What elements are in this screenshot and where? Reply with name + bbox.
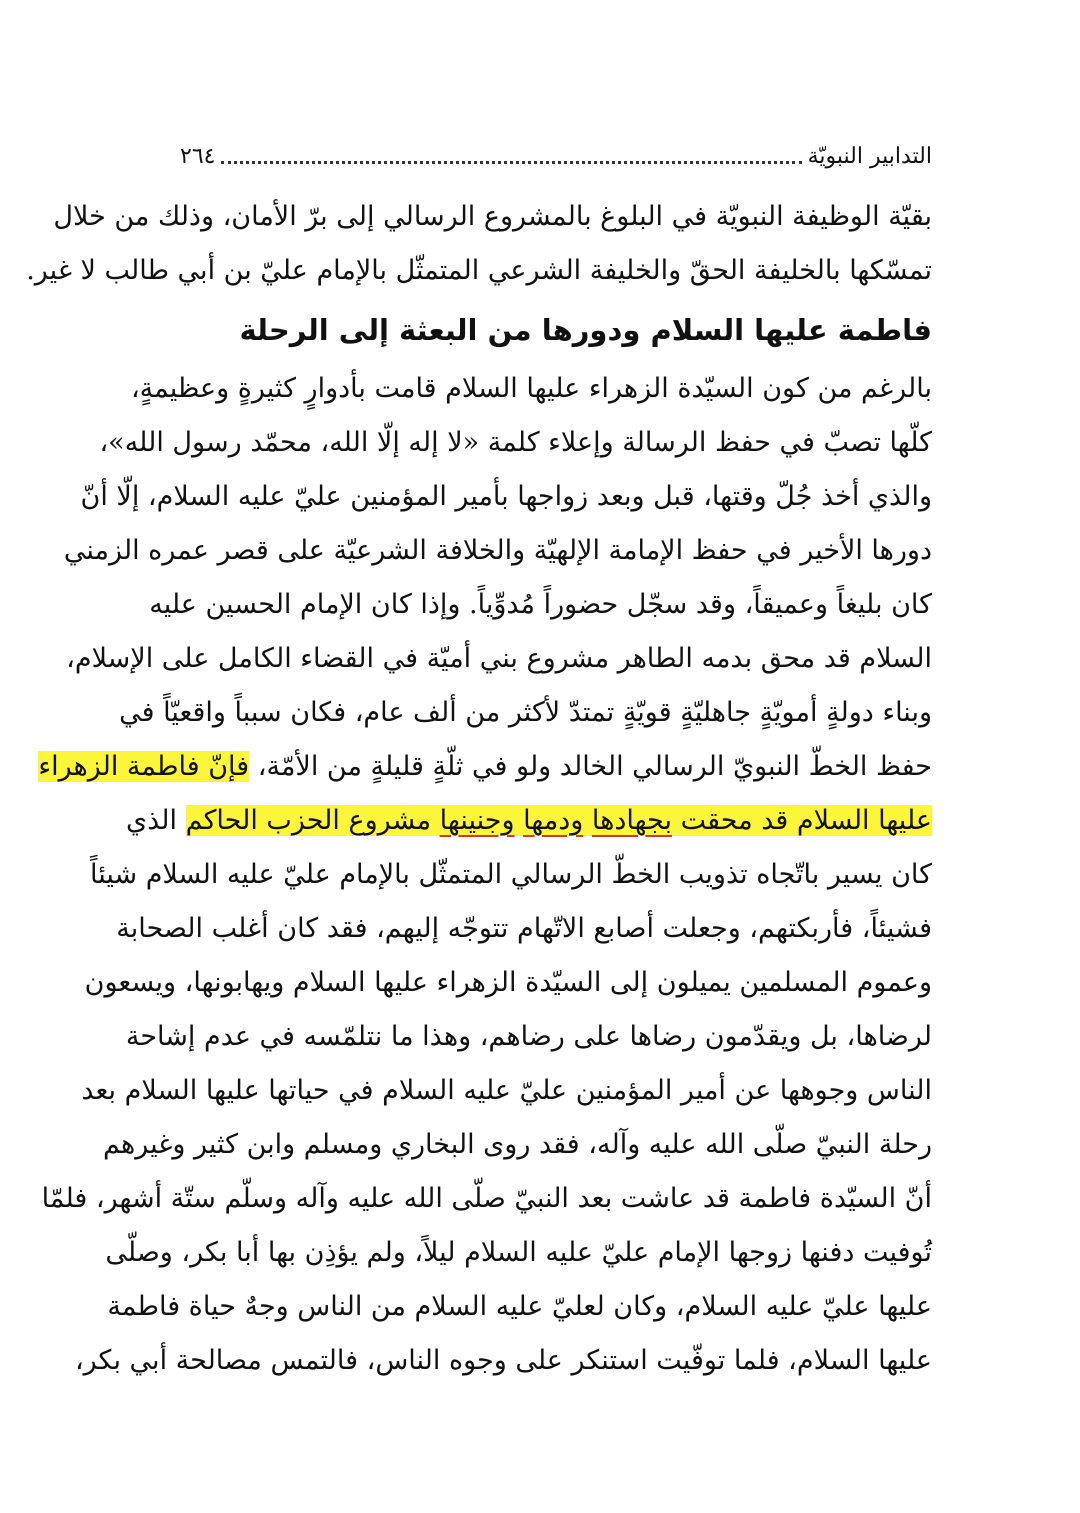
paragraph-line: عليها عليّ عليه السلام، وكان لعليّ عليه السلام من الناس وجهٌ حياة فاطمة — [107, 1291, 932, 1322]
line-segment: مشروع الحزب الحاكم — [185, 805, 432, 836]
paragraph-line: رحلة النبيّ صلّى الله عليه وآله، فقد روى البخاري ومسلم وابن كثير وغيرهم — [102, 1129, 932, 1160]
section-heading: فاطمة عليها السلام ودورها من البعثة إلى الرحلة — [239, 313, 932, 347]
paragraph-line: وبناء دولةٍ أمويّةٍ جاهليّةٍ قويّةٍ تمتدّ لأكثر من ألف عام، فكان سبباً واقعيّاً في — [119, 697, 932, 728]
paragraph-line: وعموم المسلمين يميلون إلى السيّدة الزهراء عليها السلام ويهابونها، ويسعون — [84, 967, 932, 998]
highlighted-phrase: فإنّ فاطمة الزهراء — [38, 751, 250, 782]
underlined-word: بجهادها — [591, 805, 672, 836]
underlined-word: ودمها — [523, 805, 584, 836]
underlined-word: وجنينها — [439, 805, 515, 836]
paragraph-line: كلّها تصبّ في حفظ الرسالة وإعلاء كلمة «لا إله إلّا الله، محمّد رسول الله»، — [99, 427, 932, 458]
paragraph-line: فشيئاً، فأربكتهم، وجعلت أصابع الاتّهام تتوجّه إليهم، فقد كان أغلب الصحابة — [116, 913, 932, 944]
highlighted-phrase — [186, 805, 932, 836]
leader-dots — [221, 161, 801, 164]
paragraph-line: السلام قد محق بدمه الطاهر مشروع بني أميّة في القضاء الكامل على الإسلام، — [66, 643, 932, 674]
line-segment: عليها السلام قد محقت — [680, 805, 932, 836]
paragraph-line: تُوفيت دفنها زوجها الإمام عليّ عليه السلام ليلاً، ولم يؤذِن بها أبا بكر، وصلّى — [105, 1237, 932, 1268]
running-title: التدابير النبويّة — [807, 144, 932, 169]
paragraph-line: أنّ السيّدة فاطمة قد عاشت بعد النبيّ صلّى الله عليه وآله وسلّم ستّة أشهر، فلمّا — [41, 1183, 932, 1214]
paragraph-line: كان يسير باتّجاه تذويب الخطّ الرسالي المتمثّل بالإمام عليّ عليه السلام شيئاً — [89, 859, 932, 890]
paragraph-line: الناس وجوهها عن أمير المؤمنين عليّ عليه السلام في حياتها عليها السلام بعد — [81, 1075, 932, 1106]
paragraph-line: بقيّة الوظيفة النبويّة في البلوغ بالمشروع الرسالي إلى برّ الأمان، وذلك من خلال — [53, 201, 932, 232]
paragraph-line: بالرغم من كون السيّدة الزهراء عليها السلام قامت بأدوارٍ كثيرةٍ وعظيمةٍ، — [130, 373, 932, 404]
paragraph-line — [38, 740, 932, 794]
line-segment: الذي — [125, 805, 178, 836]
line-segment: حفظ الخطّ النبويّ الرسالي الخالد ولو في ثلّةٍ قليلةٍ من الأمّة، — [257, 751, 932, 782]
paragraph-line — [125, 794, 932, 848]
paragraph-line: دورها الأخير في حفظ الإمامة الإلهيّة والخلافة الشرعيّة على قصر عمره الزمني — [63, 535, 932, 566]
paragraph-line: لرضاها، بل ويقدّمون رضاها على رضاهم، وهذا ما نتلمّسه في عدم إشاحة — [125, 1021, 932, 1052]
paragraph-line: كان بليغاً وعميقاً، وقد سجّل حضوراً مُدوِّياً. وإذا كان الإمام الحسين عليه — [149, 589, 932, 620]
body-text — [26, 190, 932, 1388]
paragraph-line: عليها السلام، فلما توفّيت استنكر على وجوه الناس، فالتمس مصالحة أبي بكر، — [74, 1345, 932, 1376]
running-header — [180, 138, 932, 172]
paragraph-line: تمسّكها بالخليفة الحقّ والخليفة الشرعي المتمثّل بالإمام عليّ بن أبي طالب لا غير. — [26, 255, 932, 286]
page-number: ٢٦٤ — [180, 144, 216, 169]
paragraph-line: والذي أخذ جُلّ وقتها، قبل وبعد زواجها بأمير المؤمنين عليّ عليه السلام، إلّا أنّ — [80, 481, 932, 512]
